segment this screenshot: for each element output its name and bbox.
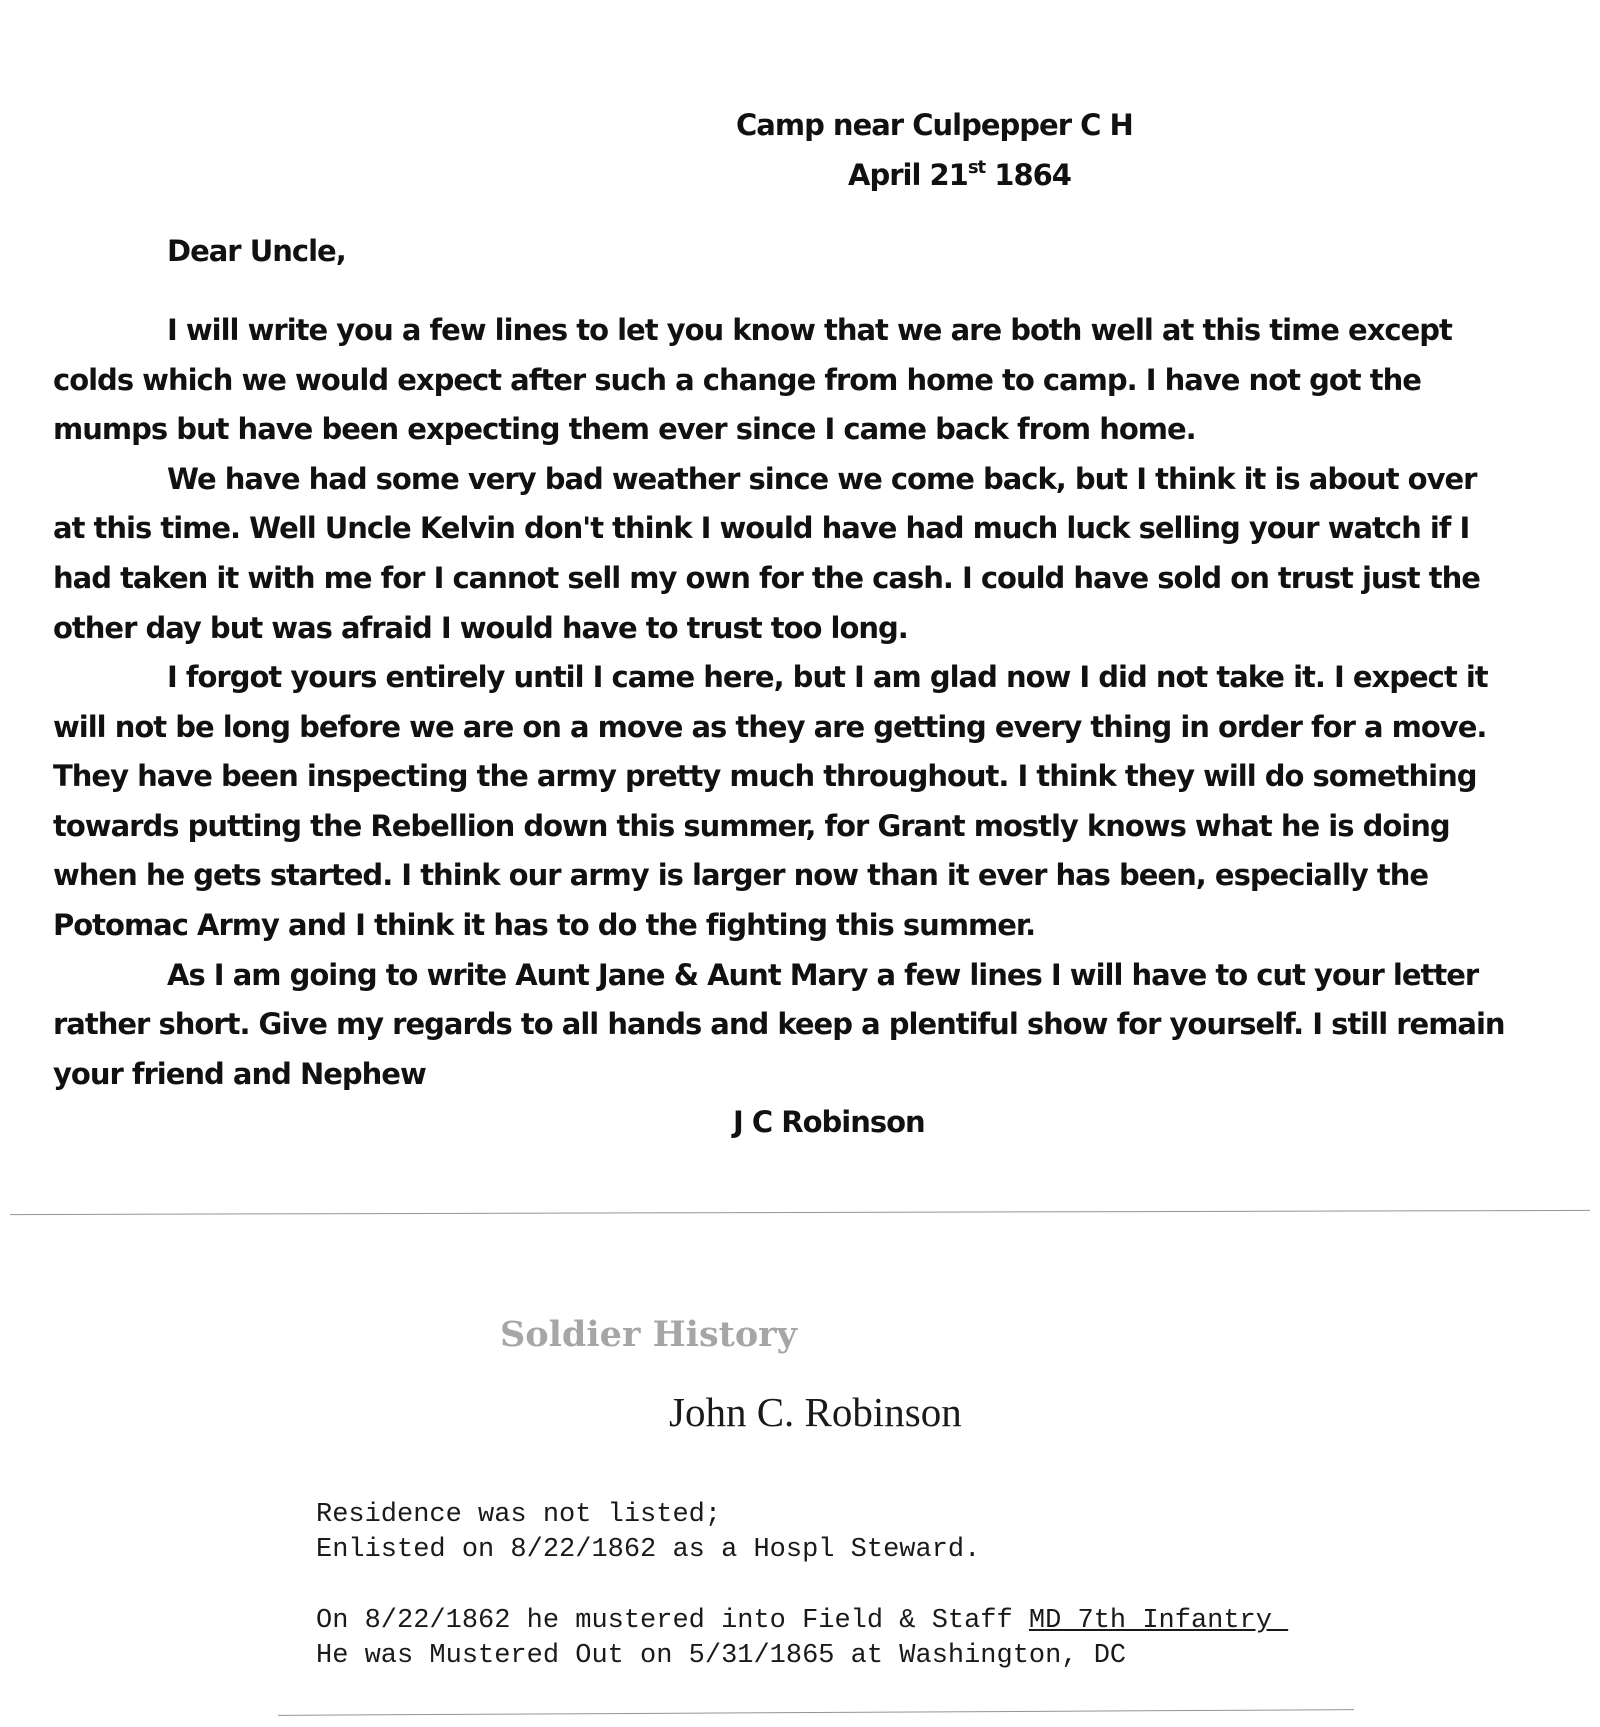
letter-line: at this time. Well Uncle Kelvin don't think I would have had much luck selling your watch if I (53, 511, 1470, 545)
soldier-history-title: Soldier History (500, 1314, 797, 1355)
soldier-name: John C. Robinson (669, 1389, 962, 1435)
letter-line: mumps but have been expecting them ever since I came back from home. (53, 412, 1196, 446)
letter-line: They have been inspecting the army pretty much throughout. I think they will do something (53, 759, 1477, 793)
letter-line: I will write you a few lines to let you know that we are both well at this time except (167, 313, 1452, 347)
letter-line: Potomac Army and I think it has to do the fighting this summer. (53, 908, 1036, 942)
letter-date-day: April 21 (848, 158, 968, 192)
letter-line: when he gets started. I think our army is larger now than it ever has been, especially the (53, 858, 1429, 892)
letter-line: I forgot yours entirely until I came here, but I am glad now I did not take it. I expect it (167, 660, 1488, 694)
letter-line: colds which we would expect after such a change from home to camp. I have not got the (53, 363, 1421, 397)
letter-salutation: Dear Uncle, (167, 234, 346, 268)
letter-line: As I am going to write Aunt Jane & Aunt Mary a few lines I will have to cut your letter (167, 958, 1479, 992)
letter-line: had taken it with me for I cannot sell my own for the cash. I could have sold on trust just the (53, 561, 1480, 595)
bottom-divider (278, 1709, 1354, 1716)
letter-date-suffix: st (967, 157, 986, 178)
letter-line: your friend and Nephew (53, 1057, 426, 1091)
letter-line: rather short. Give my regards to all hands and keep a plentiful show for yourself. I still remain (53, 1007, 1505, 1041)
record-mustered-out: He was Mustered Out on 5/31/1865 at Washington, DC (316, 1641, 1127, 1671)
letter-date-year: 1864 (985, 158, 1071, 192)
section-divider (10, 1210, 1590, 1215)
record-mustered-in (316, 1606, 1288, 1636)
letter-date (848, 158, 1071, 192)
unit-link[interactable]: MD 7th Infantry (1028, 1606, 1289, 1636)
letter-line: towards putting the Rebellion down this summer, for Grant mostly knows what he is doing (53, 809, 1450, 843)
record-residence: Residence was not listed; (316, 1500, 722, 1530)
letter-line: We have had some very bad weather since we come back, but I think it is about over (167, 462, 1477, 496)
letter-place: Camp near Culpepper C H (736, 108, 1133, 142)
letter-line: will not be long before we are on a move as they are getting every thing in order for a move. (53, 710, 1487, 744)
record-enlisted: Enlisted on 8/22/1862 as a Hospl Steward. (316, 1535, 981, 1565)
letter-line: other day but was afraid I would have to trust too long. (53, 611, 908, 645)
record-mustered-in-text: On 8/22/1862 he mustered into Field & Staff (316, 1606, 1029, 1636)
letter-signature: J C Robinson (733, 1105, 925, 1139)
